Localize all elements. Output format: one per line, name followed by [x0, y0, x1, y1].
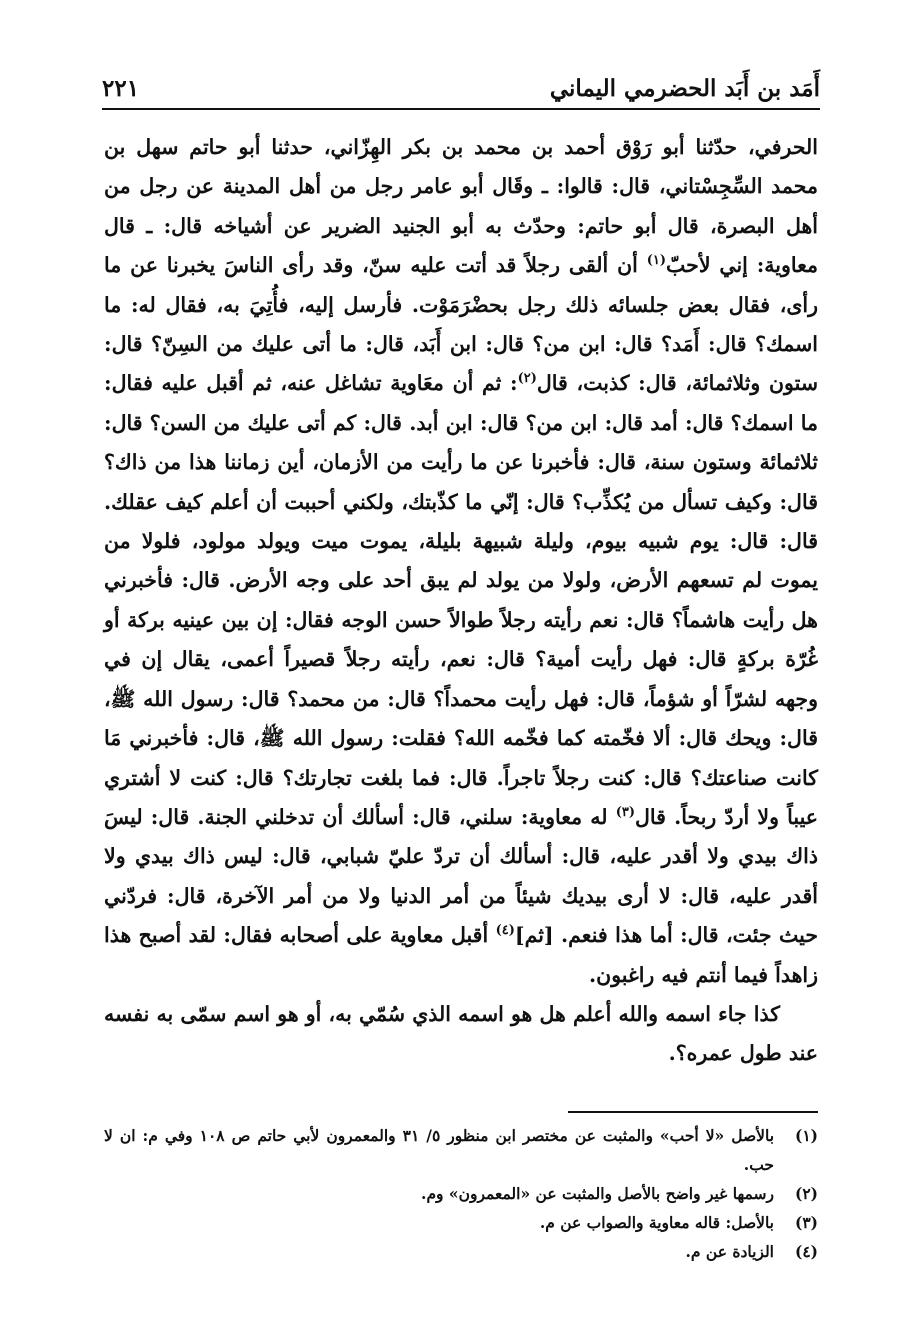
- footnote-item: [104, 1208, 818, 1237]
- paragraph-part: أقبل معاوية على أصحابه فقال: لقد أصبح هذا زاهداً فيما أنتم فيه راغبون.: [104, 923, 818, 987]
- footnote-number: (٣): [794, 1213, 818, 1232]
- paragraph-part: له معاوية: سلني، قال: أسألك أن تدخلني الجنة. قال: ليسَ ذاك بيدي ولا أقدر عليه، قال: أسألك أن تردّ عليّ شبابي، قال: ليس ذاك بيدي ولا أقدر عليه، قال: لا أرى بيديك شيئاً من أمر الدنيا ولا من أمر الآخرة، قال: فردّني حيث جئت، قال: أما هذا فنعم. [ثم]: [104, 804, 818, 948]
- paragraph-closing: كذا جاء اسمه والله أعلم هل هو اسمه الذي سُمّي به، أو هو اسم سمّى به نفسه عند طول عمره؟.: [104, 1001, 818, 1066]
- footnote-reference-3[interactable]: (٣): [615, 805, 635, 821]
- paragraph-main: [104, 128, 818, 995]
- running-title: أَمَد بن أَبَد الحضرمي اليماني: [549, 75, 820, 102]
- footnote-text: رسمها غير واضح بالأصل والمثبت عن «المعمرون» وم.: [421, 1184, 774, 1203]
- footnote-item: [104, 1179, 818, 1208]
- paragraph-part: الحرفي، حدّثنا أبو رَوْق أحمد بن محمد بن بكر الهِزّاني، حدثنا أبو حاتم سهل بن محمد السِّجِسْتاني، قال: قالوا: ـ وقَال أبو عامر رجل من أهل المدينة عن رجل من أهل البصرة، قال أبو حاتم: وحدّث به أبو الجنيد الضرير عن أشياخه قال: ـ قال معاوية: إني لأحبّ: [104, 135, 818, 278]
- footnote-number: (٢): [794, 1184, 818, 1203]
- footnotes: [104, 1121, 818, 1266]
- footnote-text: الزيادة عن م.: [685, 1242, 774, 1261]
- main-text: [104, 128, 818, 1074]
- footnote-number: (١): [794, 1126, 818, 1145]
- footnote-separator: [568, 1111, 818, 1113]
- paragraph-part: أن ألقى رجلاً قد أتت عليه سنّ، وقد رأى الناسَ يخبرنا عن ما رأى، فقال بعض جلسائه ذلك رجل بحضْرَمَوْت. فأرسل إليه، فأُتِيَ به، فقال له: ما اسمك؟ قال: أَمَد؟ قال: ابن من؟ قال: ابن أَبَد، قال: ما أتى عليك من السِنّ؟ قال: ستون وثلاثمائة، قال: كذبت، قال: [104, 253, 818, 396]
- page-header: [102, 62, 820, 104]
- footnote-text: بالأصل «لا أحب» والمثبت عن مختصر ابن منظور ٥/ ٣١ والمعمرون لأبي حاتم ص ١٠٨ وفي م: ان لا حب.: [104, 1126, 775, 1174]
- footnote-item: [104, 1121, 818, 1179]
- footnote-reference-1[interactable]: (١): [646, 253, 667, 269]
- header-rule: [102, 108, 820, 110]
- paragraph-part: : ثم أن معَاوية تشاغل عنه، ثم أقبل عليه فقال: ما اسمك؟ قال: أمد قال: ابن من؟ قال: ابن أبد. قال: كم أتى عليك من السن؟ قال: ثلاثمائة وستون سنة، قال: فأخبرنا عن ما رأيت من الأزمان، أين زماننا هذا من ذاك؟ قال: وكيف تسأل من يُكذِّب؟ قال: إنّي ما كذّبتك، ولكني أحببت أن أعلم كيف عقلك. قال: قال: يوم شبيه بيوم، وليلة شبيهة بليلة، يموت ميت ويولد مولود، فلولا من يموت لم تسعهم الأرض، ولولا من يولد لم يبق أحد على وجه الأرض. قال: فأخبرني هل رأيت هاشماً؟ قال: نعم رأيته رجلاً طوالاً حسن الوجه فقال: إن بين عينيه بركة أو غُرّة بركةٍ قال: فهل رأيت أمية؟ قال: نعم، رأيته رجلاً قصيراً أعمى، يقال إن في وجهه لشرّاً أو شؤماً، قال: فهل رأيت محمداً؟ قال: من محمد؟ قال: رسول الله ﷺ، قال: ويحك قال: ألا فخّمته كما فخّمه الله؟ فقلت: رسول الله ﷺ، قال: فأخبرني مَا كانت صناعتك؟ قال: كنت رجلاً تاجراً. قال: فما بلغت تجارتك؟ قال: كنت لا أشتري عيباً ولا أردّ ربحاً. قال: [104, 371, 818, 829]
- footnote-number: (٤): [794, 1242, 818, 1261]
- footnote-text: بالأصل: قاله معاوية والصواب عن م.: [539, 1213, 774, 1232]
- footnote-reference-4[interactable]: (٤): [495, 923, 515, 939]
- page-number: ٢٢١: [102, 75, 140, 102]
- footnote-item: [104, 1237, 818, 1266]
- footnote-reference-2[interactable]: (٢): [517, 371, 537, 387]
